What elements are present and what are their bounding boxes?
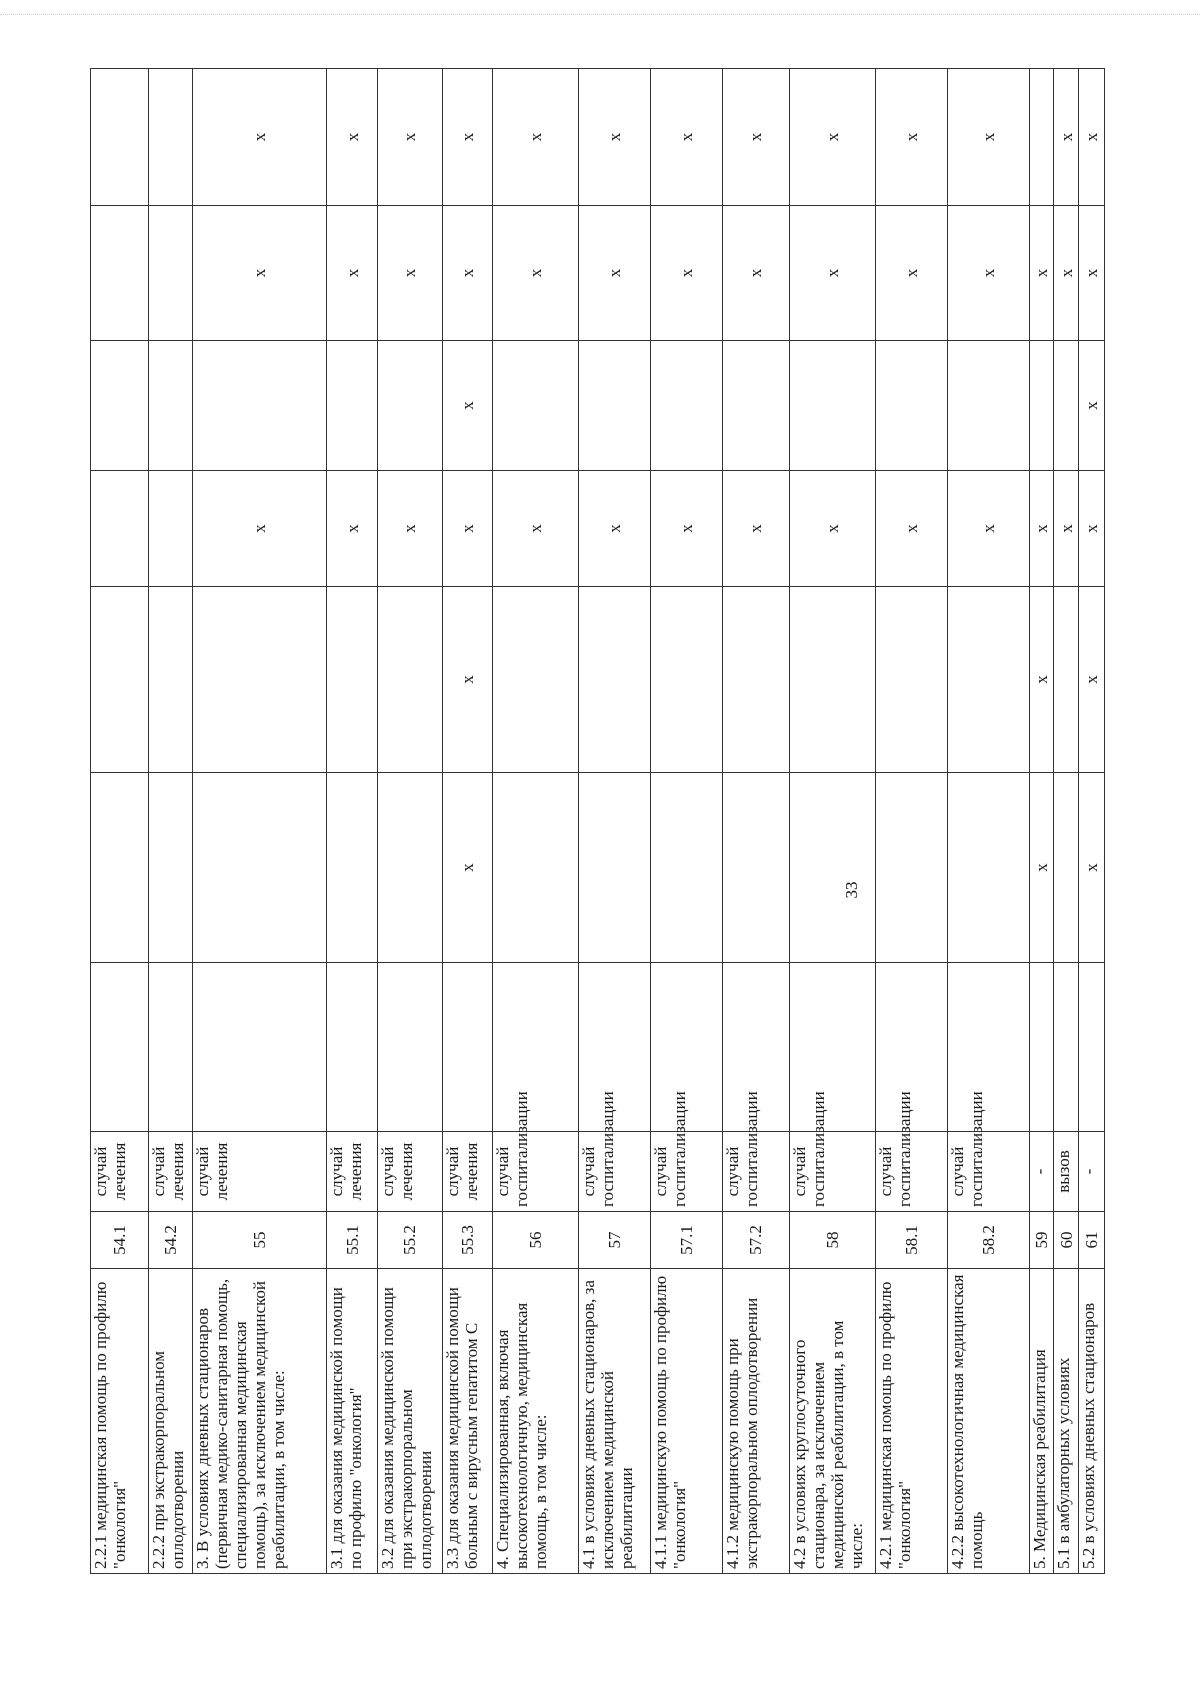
table-row	[91, 69, 149, 1574]
indicators-table	[90, 68, 1105, 1574]
cross-mark-cell: x	[579, 471, 651, 587]
row-number-cell: 58.1	[876, 1212, 948, 1269]
empty-cell	[377, 773, 442, 963]
row-name-cell: 5.1 в амбулаторных условиях	[1054, 1269, 1079, 1574]
row-name-cell: 4.2.2 высокотехнологичная медицинская помощь	[948, 1269, 1030, 1574]
empty-cell	[722, 341, 789, 471]
page-number: 33	[842, 881, 861, 899]
cross-mark-cell: x	[651, 206, 723, 341]
cross-mark-cell: x	[442, 341, 492, 471]
table-row	[948, 69, 1030, 1574]
row-name-cell: 2.2.1 медицинская помощь по профилю "онкология"	[91, 1269, 149, 1574]
cross-mark-cell: x	[790, 69, 876, 206]
cross-mark-cell: x	[1054, 206, 1079, 341]
row-name-cell: 4.2.1 медицинская помощь по профилю "онкология"	[876, 1269, 948, 1574]
row-number-cell: 60	[1054, 1212, 1079, 1269]
empty-cell	[327, 587, 377, 773]
cross-mark-cell: x	[377, 471, 442, 587]
cross-mark-cell: x	[948, 69, 1030, 206]
unit-cell: случай госпитализации	[651, 1132, 723, 1212]
table-row	[1029, 69, 1054, 1574]
row-number-cell: 56	[493, 1212, 579, 1269]
empty-cell	[91, 963, 149, 1132]
cross-mark-cell: x	[442, 773, 492, 963]
empty-cell	[1054, 341, 1079, 471]
row-name-cell: 5.2 в условиях дневных стационаров	[1079, 1269, 1105, 1574]
table-row	[790, 69, 876, 1574]
cross-mark-cell: x	[192, 69, 326, 206]
empty-cell	[377, 341, 442, 471]
cross-mark-cell: x	[1079, 773, 1105, 963]
row-name-cell: 4. Специализированная, включая высокотехнологичную, медицинская помощь, в том числе:	[493, 1269, 579, 1574]
cross-mark-cell: x	[651, 69, 723, 206]
empty-cell	[1029, 341, 1054, 471]
rotated-table-sheet	[90, 69, 1105, 1574]
unit-cell: случай лечения	[192, 1132, 326, 1212]
row-name-cell: 3.1 для оказания медицинской помощи по профилю "онкология"	[327, 1269, 377, 1574]
cross-mark-cell: x	[790, 471, 876, 587]
empty-cell	[948, 341, 1030, 471]
cross-mark-cell: x	[948, 471, 1030, 587]
empty-cell	[1079, 963, 1105, 1132]
empty-cell	[790, 773, 876, 963]
row-name-cell: 2.2.2 при экстракорпоральном оплодотворении	[149, 1269, 193, 1574]
cross-mark-cell: x	[1029, 206, 1054, 341]
cross-mark-cell: x	[722, 69, 789, 206]
empty-cell	[493, 587, 579, 773]
empty-cell	[651, 773, 723, 963]
empty-cell	[876, 341, 948, 471]
empty-cell	[327, 341, 377, 471]
empty-cell	[579, 341, 651, 471]
empty-cell	[149, 587, 193, 773]
row-name-cell: 4.1.2 медицинскую помощь при экстракорпоральном оплодотворении	[722, 1269, 789, 1574]
cross-mark-cell: x	[377, 206, 442, 341]
empty-cell	[91, 773, 149, 963]
cross-mark-cell: x	[442, 69, 492, 206]
unit-cell: случай госпитализации	[876, 1132, 948, 1212]
empty-cell	[493, 963, 579, 1132]
row-number-cell: 55.1	[327, 1212, 377, 1269]
unit-cell: случай госпитализации	[722, 1132, 789, 1212]
cross-mark-cell: x	[722, 471, 789, 587]
empty-cell	[948, 963, 1030, 1132]
empty-cell	[149, 963, 193, 1132]
empty-cell	[91, 69, 149, 206]
empty-cell	[149, 69, 193, 206]
empty-cell	[493, 341, 579, 471]
empty-cell	[790, 963, 876, 1132]
empty-cell	[790, 341, 876, 471]
empty-cell	[192, 963, 326, 1132]
empty-cell	[722, 773, 789, 963]
unit-cell: -	[1079, 1132, 1105, 1212]
unit-cell: случай лечения	[91, 1132, 149, 1212]
scan-edge-noise	[0, 14, 1200, 21]
unit-cell: случай госпитализации	[790, 1132, 876, 1212]
cross-mark-cell: x	[327, 206, 377, 341]
cross-mark-cell: x	[442, 206, 492, 341]
empty-cell	[91, 471, 149, 587]
cross-mark-cell: x	[493, 206, 579, 341]
row-number-cell: 59	[1029, 1212, 1054, 1269]
empty-cell	[948, 587, 1030, 773]
empty-cell	[579, 773, 651, 963]
cross-mark-cell: x	[579, 206, 651, 341]
cross-mark-cell: x	[1079, 341, 1105, 471]
empty-cell	[1054, 587, 1079, 773]
empty-cell	[722, 587, 789, 773]
cross-mark-cell: x	[579, 69, 651, 206]
cross-mark-cell: x	[876, 471, 948, 587]
row-number-cell: 54.1	[91, 1212, 149, 1269]
row-name-cell: 4.2 в условиях круглосуточного стационара, за исключением медицинской реабилитации, в том числе:	[790, 1269, 876, 1574]
empty-cell	[1054, 773, 1079, 963]
table-row	[327, 69, 377, 1574]
table-row	[192, 69, 326, 1574]
empty-cell	[1029, 69, 1054, 206]
row-number-cell: 55.3	[442, 1212, 492, 1269]
table-row	[651, 69, 723, 1574]
cross-mark-cell: x	[192, 471, 326, 587]
empty-cell	[579, 587, 651, 773]
row-name-cell: 4.1.1 медицинскую помощь по профилю "онкология"	[651, 1269, 723, 1574]
cross-mark-cell: x	[493, 471, 579, 587]
empty-cell	[91, 587, 149, 773]
cross-mark-cell: x	[722, 206, 789, 341]
cross-mark-cell: x	[790, 206, 876, 341]
row-name-cell: 3.3 для оказания медицинской помощи больным с вирусным гепатитом С	[442, 1269, 492, 1574]
unit-cell: случай лечения	[442, 1132, 492, 1212]
unit-cell: случай госпитализации	[493, 1132, 579, 1212]
row-name-cell: 3.2 для оказания медицинской помощи при экстракорпоральном оплодотворении	[377, 1269, 442, 1574]
empty-cell	[1054, 963, 1079, 1132]
empty-cell	[377, 963, 442, 1132]
empty-cell	[876, 587, 948, 773]
table-row	[1079, 69, 1105, 1574]
empty-cell	[790, 587, 876, 773]
row-name-cell: 4.1 в условиях дневных стационаров, за исключением медицинской реабилитации	[579, 1269, 651, 1574]
cross-mark-cell: x	[948, 206, 1030, 341]
cross-mark-cell: x	[1079, 206, 1105, 341]
unit-cell: случай лечения	[377, 1132, 442, 1212]
table-row	[377, 69, 442, 1574]
row-number-cell: 55	[192, 1212, 326, 1269]
cross-mark-cell: x	[1029, 587, 1054, 773]
cross-mark-cell: x	[1079, 587, 1105, 773]
cross-mark-cell: x	[442, 587, 492, 773]
empty-cell	[192, 587, 326, 773]
unit-cell: случай госпитализации	[579, 1132, 651, 1212]
empty-cell	[493, 773, 579, 963]
unit-cell: -	[1029, 1132, 1054, 1212]
empty-cell	[91, 341, 149, 471]
table-row	[579, 69, 651, 1574]
cross-mark-cell: x	[876, 69, 948, 206]
empty-cell	[651, 341, 723, 471]
table-row	[149, 69, 193, 1574]
empty-cell	[327, 963, 377, 1132]
empty-cell	[651, 587, 723, 773]
empty-cell	[948, 773, 1030, 963]
empty-cell	[1029, 963, 1054, 1132]
empty-cell	[377, 587, 442, 773]
row-number-cell: 57.1	[651, 1212, 723, 1269]
empty-cell	[91, 206, 149, 341]
table-row	[1054, 69, 1079, 1574]
row-number-cell: 54.2	[149, 1212, 193, 1269]
table-row	[493, 69, 579, 1574]
cross-mark-cell: x	[327, 69, 377, 206]
cross-mark-cell: x	[1029, 471, 1054, 587]
cross-mark-cell: x	[442, 471, 492, 587]
row-number-cell: 58	[790, 1212, 876, 1269]
cross-mark-cell: x	[1079, 471, 1105, 587]
empty-cell	[442, 963, 492, 1132]
empty-cell	[876, 773, 948, 963]
cross-mark-cell: x	[1054, 69, 1079, 206]
empty-cell	[149, 341, 193, 471]
empty-cell	[192, 341, 326, 471]
cross-mark-cell: x	[327, 471, 377, 587]
unit-cell: случай лечения	[327, 1132, 377, 1212]
unit-cell: вызов	[1054, 1132, 1079, 1212]
empty-cell	[149, 206, 193, 341]
unit-cell: случай лечения	[149, 1132, 193, 1212]
table-row	[722, 69, 789, 1574]
table-row	[442, 69, 492, 1574]
cross-mark-cell: x	[1029, 773, 1054, 963]
cross-mark-cell: x	[1054, 471, 1079, 587]
row-number-cell: 58.2	[948, 1212, 1030, 1269]
cross-mark-cell: x	[377, 69, 442, 206]
cross-mark-cell: x	[1079, 69, 1105, 206]
empty-cell	[327, 773, 377, 963]
empty-cell	[149, 773, 193, 963]
row-number-cell: 55.2	[377, 1212, 442, 1269]
row-name-cell: 3. В условиях дневных стационаров (первичная медико-санитарная помощь, специализированная медицинская помощь), за исключением медицинской реабилитации, в том числе:	[192, 1269, 326, 1574]
cross-mark-cell: x	[876, 206, 948, 341]
empty-cell	[149, 471, 193, 587]
row-name-cell: 5. Медицинская реабилитация	[1029, 1269, 1054, 1574]
table-row	[876, 69, 948, 1574]
row-number-cell: 57.2	[722, 1212, 789, 1269]
cross-mark-cell: x	[493, 69, 579, 206]
table-body	[91, 69, 1105, 1574]
row-number-cell: 57	[579, 1212, 651, 1269]
cross-mark-cell: x	[192, 206, 326, 341]
cross-mark-cell: x	[651, 471, 723, 587]
row-number-cell: 61	[1079, 1212, 1105, 1269]
empty-cell	[192, 773, 326, 963]
unit-cell: случай госпитализации	[948, 1132, 1030, 1212]
